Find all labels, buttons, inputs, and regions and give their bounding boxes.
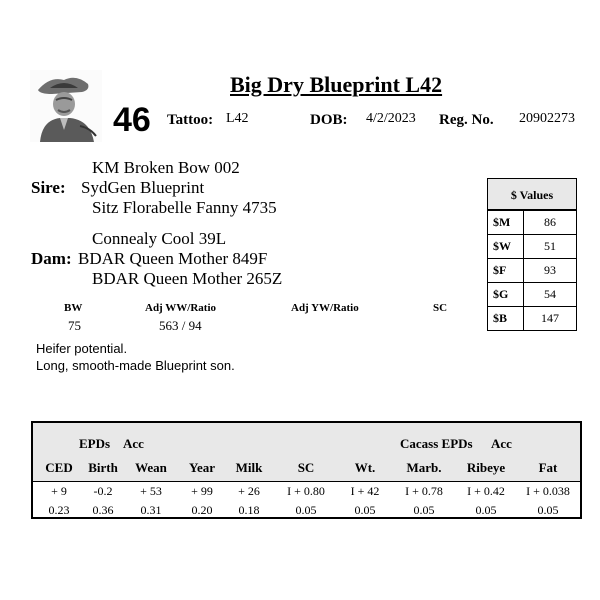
epd-accuracy: 0.23 bbox=[48, 503, 70, 517]
sire-dam-name: Sitz Florabelle Fanny 4735 bbox=[92, 198, 277, 217]
epd-value: I + 0.42 bbox=[467, 484, 505, 498]
dollar-value-label: $M bbox=[488, 211, 524, 235]
dob-label: DOB: bbox=[310, 112, 348, 128]
reg-label: Reg. No. bbox=[439, 112, 494, 128]
bw-value: 75 bbox=[68, 318, 81, 333]
epd-accuracy: 0.05 bbox=[295, 503, 317, 517]
epd-accuracy: 0.18 bbox=[238, 503, 260, 517]
note-line: Heifer potential. bbox=[36, 341, 128, 356]
epd-value: + 9 bbox=[51, 484, 67, 498]
adj-ww-value: 563 / 94 bbox=[159, 318, 202, 333]
dollar-value-label: $W bbox=[488, 235, 524, 259]
epd-column-header: Ribeye bbox=[466, 460, 506, 475]
epd-accuracy: 0.05 bbox=[475, 503, 497, 517]
adj-yw-label: Adj YW/Ratio bbox=[291, 302, 359, 314]
epd-accuracy: 0.20 bbox=[191, 503, 213, 517]
tattoo-label: Tattoo: bbox=[167, 112, 214, 128]
dollar-value-number: 147 bbox=[524, 307, 577, 331]
epd-value: I + 0.80 bbox=[287, 484, 325, 498]
adj-ww-label: Adj WW/Ratio bbox=[145, 302, 216, 314]
dob-value: 4/2/2023 bbox=[366, 111, 416, 126]
dollar-value-row bbox=[488, 259, 577, 283]
carcass-epd-group-label: Cacass EPDs bbox=[400, 436, 473, 451]
epd-column-header: Birth bbox=[88, 460, 118, 475]
epd-accuracy: 0.36 bbox=[92, 503, 114, 517]
sc-label: SC bbox=[433, 302, 448, 314]
dollar-value-label: $F bbox=[488, 259, 524, 283]
reg-value: 20902273 bbox=[519, 111, 575, 126]
dollar-value-row bbox=[488, 307, 577, 331]
animal-name-title: Big Dry Blueprint L42 bbox=[230, 72, 443, 97]
dollar-value-number: 54 bbox=[524, 283, 577, 307]
dollar-value-row bbox=[488, 211, 577, 235]
note-line: Long, smooth-made Blueprint son. bbox=[36, 358, 235, 373]
dam-label: Dam: bbox=[31, 249, 72, 268]
epd-value: + 99 bbox=[191, 484, 213, 498]
epd-column-header: Year bbox=[189, 460, 215, 475]
epd-value: I + 42 bbox=[350, 484, 380, 498]
epd-value: I + 0.78 bbox=[405, 484, 443, 498]
tattoo-value: L42 bbox=[226, 111, 249, 126]
dollar-value-row bbox=[488, 235, 577, 259]
cowboy-logo-image bbox=[30, 70, 102, 142]
epd-column-header: CED bbox=[45, 460, 73, 475]
dam-dam-name: BDAR Queen Mother 265Z bbox=[92, 269, 283, 288]
lot-number: 46 bbox=[113, 101, 151, 139]
bw-label: BW bbox=[64, 302, 83, 314]
epd-value: I + 0.038 bbox=[526, 484, 570, 498]
carcass-acc-label: Acc bbox=[491, 436, 512, 451]
dollar-value-number: 93 bbox=[524, 259, 577, 283]
epd-column-header: Marb. bbox=[406, 460, 442, 475]
dollar-value-number: 86 bbox=[524, 211, 577, 235]
epd-column-header: SC bbox=[297, 460, 315, 475]
epd-column-header: Fat bbox=[538, 460, 558, 475]
sire-label: Sire: bbox=[31, 178, 66, 197]
dollar-value-row bbox=[488, 283, 577, 307]
epd-accuracy: 0.05 bbox=[354, 503, 376, 517]
dollar-value-number: 51 bbox=[524, 235, 577, 259]
dollar-value-label: $B bbox=[488, 307, 524, 331]
epd-acc-label: Acc bbox=[123, 436, 144, 451]
epd-value: -0.2 bbox=[93, 484, 113, 498]
dam-name: BDAR Queen Mother 849F bbox=[78, 249, 268, 268]
dollar-values-table bbox=[487, 210, 577, 331]
epd-value: + 53 bbox=[140, 484, 162, 498]
epd-column-header: Wt. bbox=[354, 460, 376, 475]
epd-group-label: EPDs bbox=[79, 436, 111, 451]
epd-column-header: Wean bbox=[135, 460, 167, 475]
dam-sire-name: Connealy Cool 39L bbox=[92, 229, 227, 248]
sire-name: SydGen Blueprint bbox=[81, 178, 205, 197]
dollar-value-label: $G bbox=[488, 283, 524, 307]
epd-accuracy: 0.05 bbox=[413, 503, 435, 517]
dollar-values-header: $ Values bbox=[487, 178, 577, 210]
epd-accuracy: 0.31 bbox=[140, 503, 162, 517]
sire-sire-name: KM Broken Bow 002 bbox=[92, 158, 240, 177]
epd-value: + 26 bbox=[238, 484, 260, 498]
epd-column-header: Milk bbox=[235, 460, 263, 475]
epd-accuracy: 0.05 bbox=[537, 503, 559, 517]
